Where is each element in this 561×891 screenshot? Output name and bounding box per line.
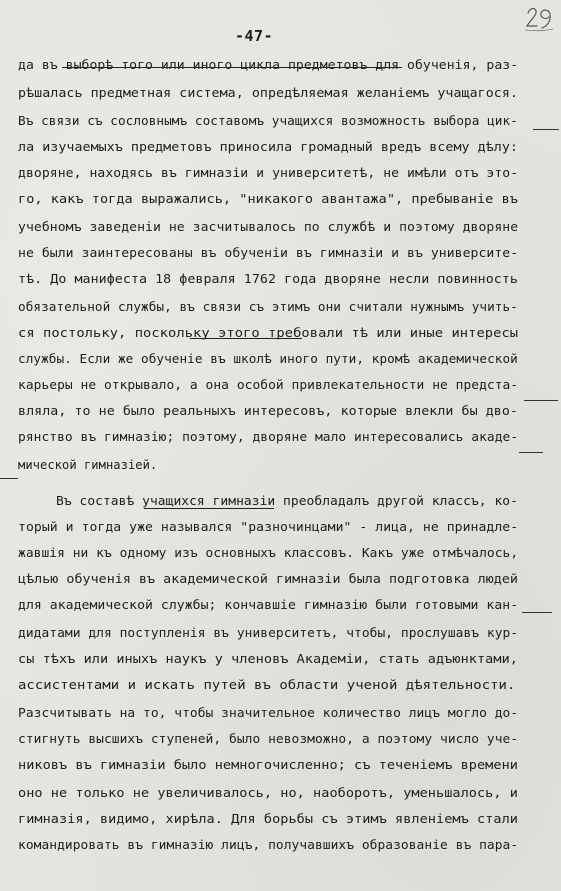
line-text: стигнуть высшихъ ступеней, было невозможно, а поэтому число уче- [18,732,519,746]
text-line [0,80,561,106]
line-text: не были заинтересованы въ обученіи въ гимназіи и въ университе- [18,246,519,260]
handwritten-strikethrough [190,338,302,339]
line-text: Разсчитывать на то, чтобы значительное количество лицъ могло до- [18,706,519,720]
text-line [0,620,561,646]
line-text: цѣлью обученія въ академической гимназіи была подготовка людей [18,572,518,586]
line-text: ся постольку, поскольку этого требовали тѣ или иные интересы [18,326,519,340]
line-text: рѣшалась предметная система, опредѣляемая желаніемъ учащагося. [18,86,518,100]
line-text: дидатами для поступленія въ университетъ, чтобы, прослушавъ кур- [18,626,519,640]
text-line [0,346,561,372]
text-line [0,488,561,514]
line-text: обязательной службы, въ связи съ этимъ они считали нужнымъ учить- [18,300,518,314]
text-line [0,566,561,592]
text-line [0,832,561,858]
text-line [0,52,561,78]
text-line [0,452,561,478]
text-line [0,294,561,320]
text-line [0,186,561,212]
text-line [0,780,561,806]
text-line [0,514,561,540]
text-line [0,672,561,698]
line-text: мической гимназіей. [18,458,158,472]
margin-mark [522,612,552,613]
text-line [0,160,561,186]
handwritten-strikethrough [144,508,274,509]
margin-mark [0,478,18,479]
line-text: да въ выборѣ того или иного цикла предметовъ для обученія, раз- [18,58,519,72]
text-line [0,592,561,618]
text-line [0,372,561,398]
margin-mark [524,400,558,401]
line-text: Въ связи съ сословнымъ составомъ учащихся возможность выбора цик- [18,114,518,128]
line-text: учебномъ заведеніи не засчитывалось по службѣ и поэтому дворяне [18,220,519,234]
page-number: -47- [235,27,274,45]
text-line [0,726,561,752]
text-line [0,134,561,160]
line-text: ла изучаемыхъ предметовъ приносила громадный вредъ всему дѣлу: [18,140,518,154]
line-text: гимназія, видимо, хирѣла. Для борьбы съ этимъ явленіемъ стали [18,812,518,826]
text-line [0,240,561,266]
line-text: оно не только не увеличивалось, но, наоборотъ, уменьшалось, и [18,786,518,800]
line-text: Въ составѣ учащихся гимназіи преобладалъ другой классъ, ко- [56,494,518,508]
line-text: для академической службы; кончавшіе гимназію были готовыми кан- [18,598,519,612]
line-text: го, какъ тогда выражались, "никакого авантажа", пребываніе въ [18,192,518,206]
line-text: службы. Если же обученіе въ школѣ иного пути, кромѣ академической [18,352,518,366]
margin-mark [533,129,559,130]
line-text: жавшія ни къ одному изъ основныхъ классовъ. Какъ уже отмѣчалось, [18,546,519,560]
text-line [0,266,561,292]
line-text: дворяне, находясь въ гимназіи и университетѣ, не имѣли отъ это- [18,166,519,180]
line-text: командировать въ гимназію лицъ, получавшихъ образованіе въ пара- [18,838,519,852]
text-line [0,752,561,778]
text-line [0,108,561,134]
line-text: карьеры не открывало, а она особой привлекательности не предста- [18,378,519,392]
margin-mark [519,452,543,453]
text-line [0,540,561,566]
text-line [0,214,561,240]
archive-mark-stamp [522,4,556,34]
line-text: тѣ. До манифеста 18 февраля 1762 года дворяне несли повинность [18,272,518,286]
text-line [0,424,561,450]
text-line [0,700,561,726]
handwritten-strikethrough [62,67,402,68]
line-text: никовъ въ гимназіи было немногочисленно; съ теченіемъ времени [18,758,518,772]
text-line [0,398,561,424]
text-line [0,646,561,672]
line-text: сы тѣхъ или иныхъ наукъ у членовъ Академіи, стать адъюнктами, [18,652,518,666]
line-text: ассистентами и искать путей въ области ученой дѣятельности. [18,678,516,692]
text-line [0,806,561,832]
line-text: рянство въ гимназію; поэтому, дворяне мало интересовались акаде- [18,430,519,444]
line-text: вляла, то не было реальныхъ интересовъ, которые влекли бы дво- [18,404,518,418]
line-text: торый и тогда уже назывался "разночинцами" - лица, не принадле- [18,520,519,534]
text-line [0,320,561,346]
